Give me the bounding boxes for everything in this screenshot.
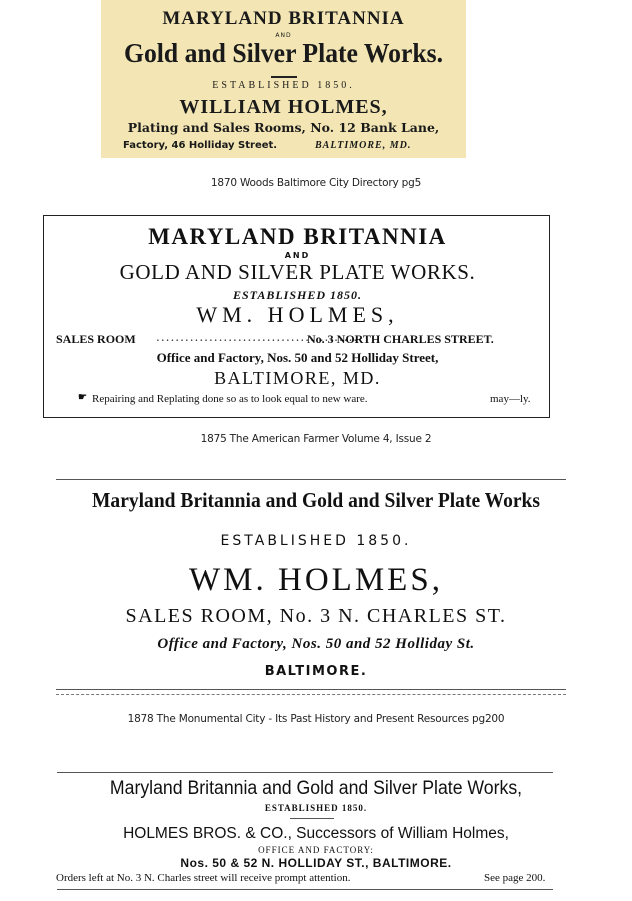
pointing-hand-icon: ☛ xyxy=(78,392,87,403)
ad4-successors: HOLMES BROS. & CO., Successors of William Holmes, xyxy=(123,825,509,842)
ad1-established: ESTABLISHED 1850. xyxy=(212,80,355,91)
ad2-office-factory: Office and Factory, Nos. 50 and 52 Holliday Street, xyxy=(156,350,439,365)
ad3-office-factory: Office and Factory, Nos. 50 and 52 Holliday St. xyxy=(157,636,475,652)
ad3-bottom-rule xyxy=(56,689,566,690)
ad2-proprietor: WM. HOLMES, xyxy=(196,302,399,327)
ad1-and: AND xyxy=(275,32,292,39)
ad3-top-rule xyxy=(56,479,566,480)
ad4-established: ESTABLISHED 1850. xyxy=(264,803,368,813)
ad4-title: Maryland Britannia and Gold and Silver Plate Works, xyxy=(109,778,523,799)
ad1-rule xyxy=(271,76,297,78)
ad2-sales-room-label: SALES ROOM xyxy=(56,332,136,346)
ad3-city: BALTIMORE. xyxy=(264,664,368,679)
ad3-proprietor: WM. HOLMES, xyxy=(189,562,443,598)
ad1-proprietor: WILLIAM HOLMES, xyxy=(179,96,388,118)
ad1-title: MARYLAND BRITANNIA xyxy=(162,8,405,29)
ad2-city: BALTIMORE, MD. xyxy=(214,368,381,388)
ad1-sales-rooms: Plating and Sales Rooms, No. 12 Bank Lane, xyxy=(127,120,440,135)
ad2-sales-room-address: No. 3 NORTH CHARLES STREET. xyxy=(307,332,494,346)
ad2-and: AND xyxy=(284,251,311,260)
ad3-established: ESTABLISHED 1850. xyxy=(220,533,412,549)
caption-1870: 1870 Woods Baltimore City Directory pg5 xyxy=(210,177,422,189)
ad4-office-factory-label: OFFICE AND FACTORY: xyxy=(258,845,374,855)
ad2-established: ESTABLISHED 1850. xyxy=(232,288,363,302)
ad1-factory: Factory, 46 Holliday Street. xyxy=(123,140,278,151)
ad4-orders-note: Orders left at No. 3 N. Charles street will receive prompt attention. xyxy=(56,872,351,884)
ad2-run-note: may—ly. xyxy=(490,393,531,405)
ad3-bottom-rule-dashed xyxy=(56,694,566,695)
caption-1875: 1875 The American Farmer Volume 4, Issue 2 xyxy=(200,433,432,445)
ad4-address: Nos. 50 & 52 N. HOLLIDAY ST., BALTIMORE. xyxy=(180,856,452,870)
ad1-city: BALTIMORE, MD. xyxy=(315,140,412,151)
ad2-subtitle: GOLD AND SILVER PLATE WORKS. xyxy=(119,260,476,284)
ad2-title: MARYLAND BRITANNIA xyxy=(148,224,447,249)
ad4-top-rule xyxy=(57,772,553,773)
ad3-sales-room: SALES ROOM, No. 3 N. CHARLES ST. xyxy=(125,605,507,627)
ad2-leader-dots: ........................................... xyxy=(156,330,364,344)
ad3-title: Maryland Britannia and Gold and Silver Plate Works xyxy=(92,488,540,512)
ad4-page-ref: See page 200. xyxy=(484,872,546,884)
ad4-bottom-rule xyxy=(57,889,553,890)
ad-1875 xyxy=(43,215,550,418)
ad2-repairing-note: Repairing and Replating done so as to look equal to new ware. xyxy=(92,393,368,405)
ad1-subtitle: Gold and Silver Plate Works. xyxy=(123,38,444,68)
ad-1870 xyxy=(101,0,466,158)
ad4-short-rule xyxy=(290,818,334,819)
caption-1878: 1878 The Monumental City - Its Past History and Present Resources pg200 xyxy=(127,713,505,725)
